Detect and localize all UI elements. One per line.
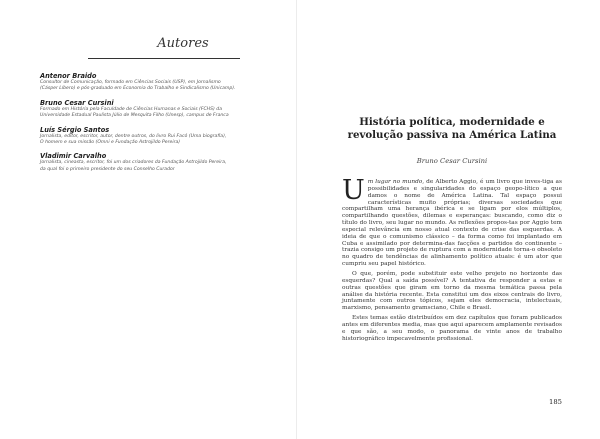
page-gutter xyxy=(296,0,297,439)
page-number: 185 xyxy=(549,398,562,406)
article-title-line: revolução passiva na América Latina xyxy=(347,129,557,141)
author-bio-line: (Cásper Líbero) e pós-graduado em Economia do Trabalho e Sindicalismo (Unicamp). xyxy=(40,86,236,92)
author-bio-line: Consultor de Comunicação, formado em Ciências Sociais (USP), em Jornalismo xyxy=(40,80,221,85)
author-entry xyxy=(40,126,280,147)
author-bio-line: O homem e sua missão (Omni e Fundação Astrojildo Pereira) xyxy=(40,140,181,146)
author-name: Luís Sérgio Santos xyxy=(40,125,110,134)
body-paragraph: O que, porém, pode substituir este velho projeto no horizonte das esquerdas? Qual a saída possível? A tentativa de responder a estas e outras questões que giram em torno da mesma temática passa pela análise da história recente. Esta constitui um dos eixos centrais do livro, juntamente com outros tópicos, sejam eles democracia, intelectuais, marxismo, pensamento gramsciano, Chile e Brasil. xyxy=(342,270,562,312)
author-entry xyxy=(40,72,280,93)
author-bio-line: da qual foi o primeiro presidente do seu Conselho Curador xyxy=(40,166,175,172)
article-author: Bruno Cesar Cursini xyxy=(416,157,488,165)
body-paragraph xyxy=(342,175,562,268)
right-page xyxy=(342,0,562,439)
author-name: Vladimir Carvalho xyxy=(40,152,107,161)
author-bio-line: Universidade Estadual Paulista Júlio de Mesquita Filho (Unesp), campus de Franca xyxy=(40,113,229,119)
body-paragraph: Estes temas estão distribuídos em dez capítulos que foram publicados antes em diferentes media, mas que aqui aparecem amplamente revisados e que são, a seu modo, o panorama de vinte anos de trabalho historiográfico impecavelmente profissional. xyxy=(342,315,562,342)
author-bio-line: Jornalista, cineasta, escritor, foi um dos criadores da Fundação Astrojildo Pereira, xyxy=(40,160,227,166)
author-entry xyxy=(40,152,280,173)
authors-list xyxy=(40,72,280,179)
author-entry xyxy=(40,99,280,120)
article-title-line: História política, modernidade e xyxy=(359,116,545,128)
article-title xyxy=(342,116,562,142)
author-bio-line: Jornalista, editor, escritor, autor, dentre outros, do livro Rui Facó (Uma biografia), xyxy=(40,133,227,139)
author-name: Bruno Cesar Cursini xyxy=(40,98,114,107)
section-title: Autores xyxy=(157,36,209,51)
author-name: Antenor Braido xyxy=(40,72,97,80)
article-body xyxy=(342,175,562,345)
drop-cap: U xyxy=(342,175,365,206)
title-rule xyxy=(88,58,240,59)
author-bio-line: Formado em História pela Faculdade de Ciências Humanas e Sociais (FCHS) da xyxy=(40,106,223,112)
book-title-italic: m lugar no mundo xyxy=(367,179,423,185)
paragraph-text: , de Alberto Aggio, é um livro que inves-tiga as possibilidades e singularidades do espaço geopo-lítico a que damos o nome de América Latina. Tal espaço possui características muito próprias; diversas sociedades que compartilham uma herança ibérica e se ligam por elos múltiplos, compartilhando questões, dilemas e esperanças: buscando, como diz o título do livro, seu lugar no mundo. As reflexões propos-tas por Aggio tem especial relevância em nosso atual contexto de crise das esquerdas. A ideia de que o comunismo clássico – da forma como foi implantado em Cuba e assimilado por determina-das facções e partidos do continente – trazia consigo um projeto de ruptura com a modernidade torna-o obsoleto no quadro de tendências de alinhamento político atuais: é um ator que cumpriu seu papel histórico. xyxy=(342,179,562,268)
